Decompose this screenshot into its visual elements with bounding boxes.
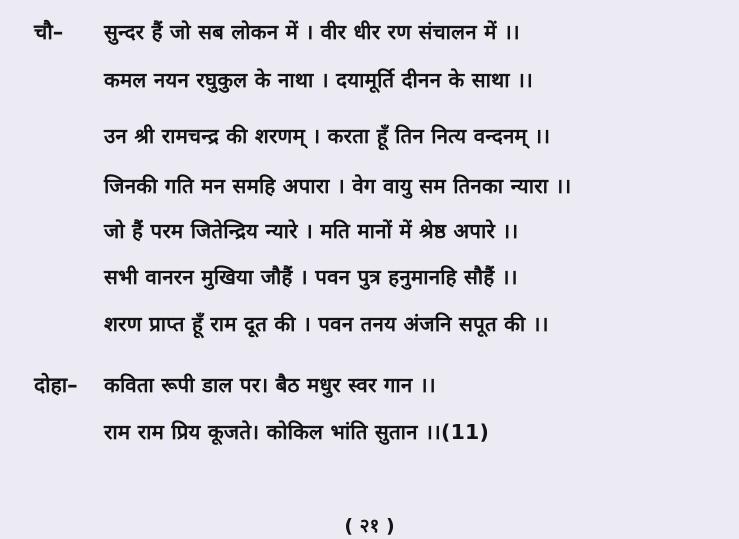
verse-line-7: शरण प्राप्त हूँ राम दूत की । पवन तनय अंजनि सपूत की ।। bbox=[104, 312, 549, 336]
page-number: ( २१ ) bbox=[344, 515, 395, 537]
verse-line-1: सुन्दर हैं जो सब लोकन में । वीर धीर रण संचालन में ।। bbox=[104, 20, 520, 44]
verse-line-2: कमल नयन रघुकुल के नाथा । दयामूर्ति दीनन के साथा ।। bbox=[104, 68, 534, 92]
doha-label: दोहा– bbox=[34, 373, 78, 397]
verse-line-6: सभी वानरन मुखिया जौहैं । पवन पुत्र हनुमानहि सौहैं ।। bbox=[104, 265, 518, 289]
doha-line-2: राम राम प्रिय कूजते। कोकिल भांति सुतान ।।(11) bbox=[104, 420, 490, 444]
chaupai-label: चौ– bbox=[34, 20, 64, 44]
verse-line-3: उन श्री रामचन्द्र की शरणम् । करता हूँ तिन नित्य वन्दनम् ।। bbox=[104, 124, 551, 148]
verse-line-4: जिनकी गति मन समहि अपारा । वेग वायु सम तिनका न्यारा ।। bbox=[104, 174, 572, 198]
doha-line-1: कविता रूपी डाल पर। बैठ मधुर स्वर गान ।। bbox=[104, 373, 436, 397]
verse-line-5: जो हैं परम जितेन्द्रिय न्यारे । मति मानों में श्रेष्ठ अपारे ।। bbox=[104, 219, 519, 243]
